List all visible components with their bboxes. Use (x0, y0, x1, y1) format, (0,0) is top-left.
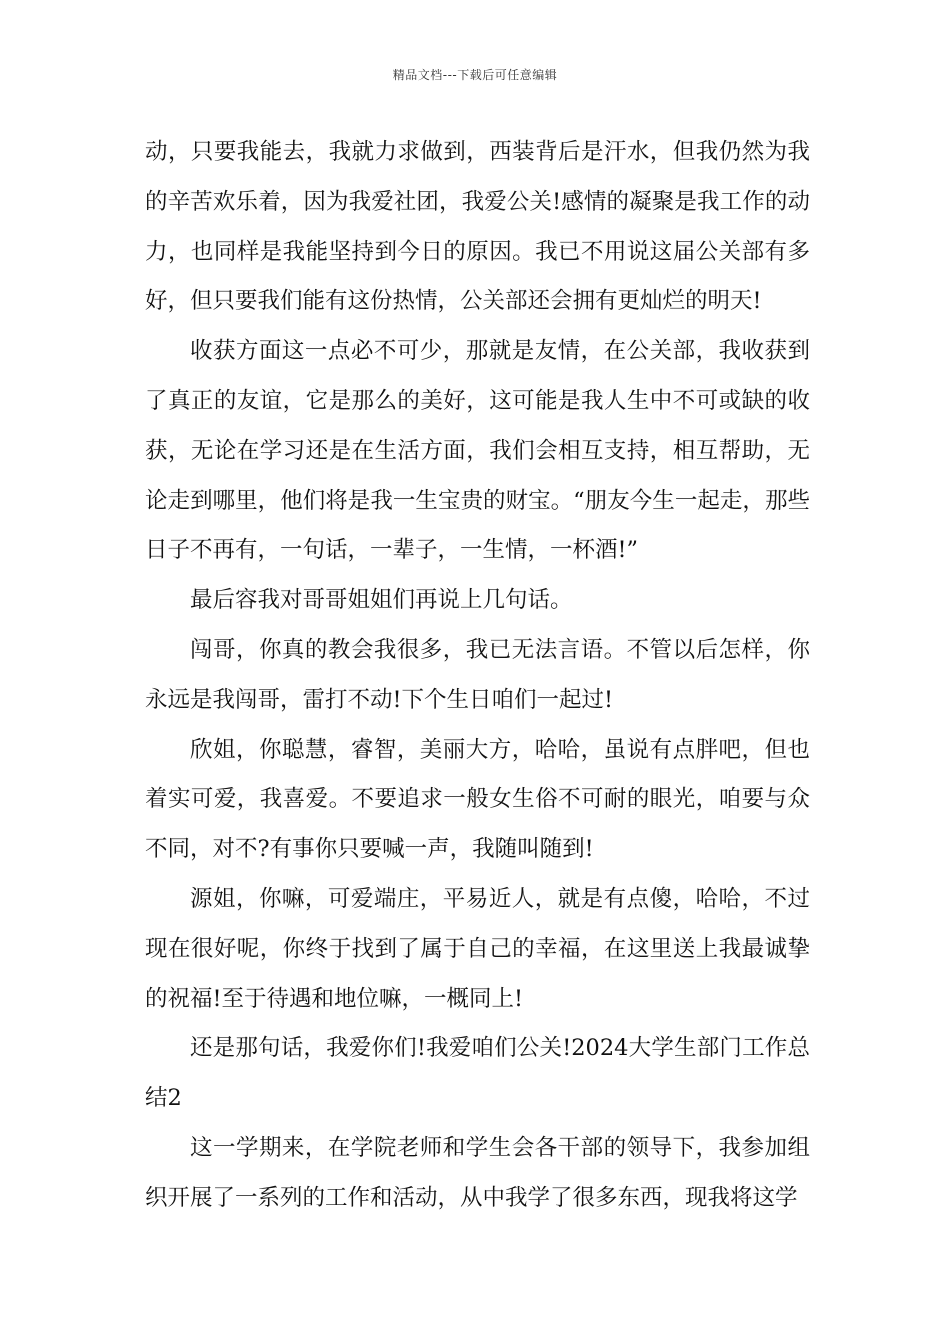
paragraph-5: 欣姐，你聪慧，睿智，美丽大方，哈哈，虽说有点胖吧，但也着实可爱，我喜爱。不要追求一般女生俗不可耐的眼光，咱要与众不同，对不?有事你只要喊一声，我随叫随到! (145, 736, 810, 863)
paragraph-3: 最后容我对哥哥姐姐们再说上几句话。 (190, 587, 573, 614)
paragraph-7: 还是那句话，我爱你们!我爱咱们公关!2024大学生部门工作总结2 (145, 1035, 810, 1112)
page-header: 精品文档---下载后可任意编辑 (392, 68, 558, 82)
paragraph-2: 收获方面这一点必不可少，那就是友情，在公关部，我收获到了真正的友谊，它是那么的美好，这可能是我人生中不可或缺的收获，无论在学习还是在生活方面，我们会相互支持，相互帮助，无论走到哪里，他们将是我一生宝贵的财宝。“朋友今生一起走，那些日子不再有，一句话，一辈子，一生情，一杯酒!” (145, 338, 810, 564)
document-body (145, 128, 810, 1224)
paragraph-4: 闯哥，你真的教会我很多，我已无法言语。不管以后怎样，你永远是我闯哥，雷打不动!下个生日咱们一起过! (145, 636, 810, 713)
paragraph-6: 源姐，你嘛，可爱端庄，平易近人，就是有点傻，哈哈，不过现在很好呢，你终于找到了属于自己的幸福，在这里送上我最诚挚的祝福!至于待遇和地位嘛，一概同上! (145, 885, 810, 1012)
paragraph-8: 这一学期来，在学院老师和学生会各干部的领导下，我参加组织开展了一系列的工作和活动，从中我学了很多东西，现我将这学 (145, 1134, 810, 1211)
paragraph-1: 动，只要我能去，我就力求做到，西装背后是汗水，但我仍然为我的辛苦欢乐着，因为我爱社团，我爱公关!感情的凝聚是我工作的动力，也同样是我能坚持到今日的原因。我已不用说这届公关部有多好，但只要我们能有这份热情，公关部还会拥有更灿烂的明天! (145, 139, 810, 315)
